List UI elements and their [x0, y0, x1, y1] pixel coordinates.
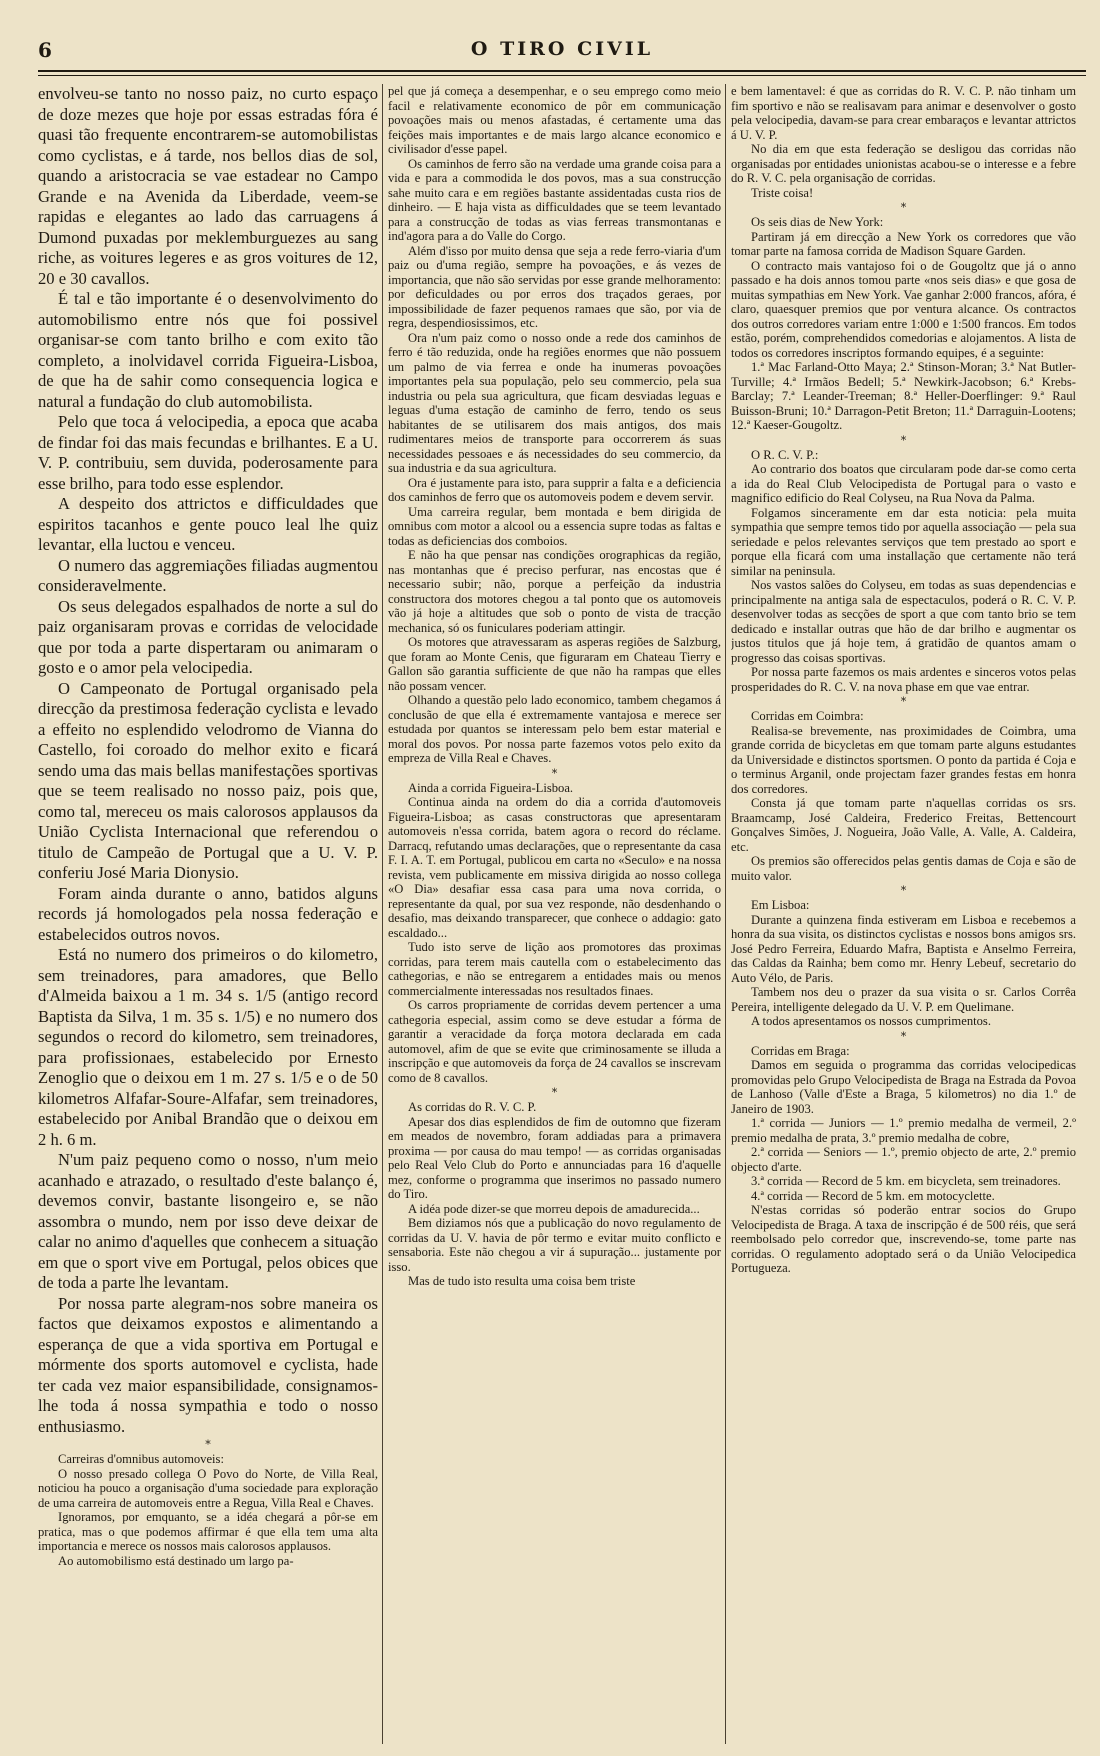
- paragraph: E não ha que pensar nas condições orographicas da região, nas montanhas que é preciso perfurar, nas encostas que é necessario subir; não, porque a perfeição da industria constructora dos motores chegou a tal ponto que os automoveis vão já hoje a altitudes que sob o ponto de vista de tracção mechanica, só os funiculares poderiam attingir.: [388, 548, 721, 635]
- section-separator: *: [900, 695, 907, 708]
- paragraph: É tal e tão importante é o desenvolvimento do automobilismo entre nós que foi possivel organisar-se com tanto brilho e com exito tão completo, a inolvidavel corrida Figueira-Lisboa, de que ha de sahir como consequencia logica e natural a fundação do club automobilista.: [38, 289, 378, 411]
- section-heading: Corridas em Braga:: [751, 1043, 850, 1058]
- paragraph: Olhando a questão pelo lado economico, tambem chegamos á conclusão de que ella é extremamente vantajosa e merece ser estudada por quantos se interessam pelo bem estar material e moral dos povos. Por nossa parte fazemos votos pelo exito da empreza de Villa Real e Chaves.: [388, 693, 721, 765]
- paragraph: Por nossa parte fazemos os mais ardentes e sinceros votos pelas prosperidades do R. C. V. na nova phase em que vae entrar.: [731, 665, 1076, 694]
- paragraph: Além d'isso por muito densa que seja a rede ferro-viaria d'um paiz ou d'uma região, sempre ha povoações, e ás vezes de importancia, que não são servidas por esse grande melhoramento: por deficuldades ou por erros dos traçados geraes, por impossibilidade de fazer pequenos ramaes que são, por via de regra, despendiosissimos, etc.: [388, 243, 721, 330]
- paragraph: Por nossa parte alegram-nos sobre maneira os factos que deixamos expostos e alimentando a esperança de que a vida sportiva em Portugal e mórmente dos sports automovel e cyclista, hade ter cada vez maior espansibilidade, consignamos-lhe toda á nossa sympathia e todo o nosso enthusiasmo.: [38, 1293, 378, 1436]
- masthead-title: O TIRO CIVIL: [470, 38, 654, 60]
- paragraph: Os premios são offerecidos pelas gentis damas de Coja e são de muito valor.: [731, 854, 1076, 883]
- paragraph: 1.ª Mac Farland-Otto Maya; 2.ª Stinson-Moran; 3.ª Nat Butler-Turville; 4.ª Irmãos Bedell; 5.ª Newkirk-Jacobson; 6.ª Krebs-Barclay; 7.ª Leander-Treeman; 8.ª Heller-Doerflinger: 9.ª Raul Buisson-Bruni; 10.ª Darragon-Petit Breton; 11.ª Darraguin-Lootens; 12.ª Kaeser-Gougoltz.: [731, 360, 1076, 432]
- paragraph: O Campeonato de Portugal organisado pela direcção da prestimosa federação cyclista e levado a effeito no esplendido velodromo de Vianna do Castello, foi coroado do melhor exito e ficará sendo uma das mais bellas manifestações sportivas que se teem realisado no nosso paiz, pois que, como tal, mereceu os mais calorosos applausos da União Cyclista Internacional que referendou o titulo de Campeão de Portugal que a U. V. P. conferiu José Maria Dionysio.: [38, 678, 378, 882]
- paragraph: Os caminhos de ferro são na verdade uma grande coisa para a vida e para a commodida le dos povos, mas a sua construcção sahe muito cara e em regiões bastante assidentadas custa rios de dinheiro. — E haja vista as difficuldades que se teem levantado para a construcção de todas as vias ferreas transmontanas e ind'agora para a do Valle do Corgo.: [388, 156, 721, 243]
- header-rule: [38, 70, 1086, 72]
- paragraph: O nosso presado collega O Povo do Norte, de Villa Real, noticiou ha pouco a organisação d'uma sociedade para exploração de uma carreira de automoveis entre a Regua, Villa Real e Chaves.: [38, 1466, 378, 1510]
- section-heading: Os seis dias de New York:: [751, 215, 884, 229]
- paragraph: Realisa-se brevemente, nas proximidades de Coimbra, uma grande corrida de bicycletas em que tomam parte alguns estudantes da Universidade e distinctos sportsmen. O ponto da partida é Coja e o terminus Arganil, onde projectam fazer grandes festas em honra dos corredores.: [731, 723, 1076, 796]
- column-2: [388, 84, 721, 1748]
- section-separator: *: [900, 201, 907, 214]
- paragraph: e bem lamentavel: é que as corridas do R. V. C. P. não tinham um fim sportivo e não se realisavam para animar e desenvolver o gosto pela velocipedia, davam-se para crear embaraços e levantar attrictos á U. V. P.: [731, 84, 1076, 142]
- section-separator: *: [900, 884, 907, 897]
- paragraph: Os seus delegados espalhados de norte a sul do paiz organisaram provas e corridas de velocidade que por toda a parte dispertaram ou animaram o gosto e o amor pela velocipedia.: [38, 596, 378, 677]
- paragraph: 4.ª corrida — Record de 5 km. em motocyclette.: [751, 1188, 995, 1203]
- paragraph: Partiram já em direcção a New York os corredores que vão tomar parte na famosa corrida de Madison Square Garden.: [731, 229, 1076, 258]
- paragraph: Os motores que atravessaram as asperas regiões de Salzburg, que foram ao Monte Cenis, que figuraram em Chateau Tierry e Gallon são garantia sufficiente de que não ha rampas que elles não possam vencer.: [388, 635, 721, 693]
- section-heading: Em Lisboa:: [751, 898, 810, 912]
- paragraph: A despeito dos attrictos e difficuldades que espiritos tacanhos e gente pouco leal lhe quiz levantar, ella luctou e venceu.: [38, 494, 378, 554]
- section-separator: *: [205, 1438, 211, 1451]
- paragraph: O numero das aggremiações filiadas augmentou consideravelmente.: [38, 555, 378, 595]
- paragraph: envolveu-se tanto no nosso paiz, no curto espaço de doze mezes que hoje por essas estradas fóra é quasi tão frequente encontrarem-se automobilistas como cyclistas, e á tarde, nos bellos dias de sol, quando a aristocracia se vae estadear no Campo Grande e na Avenida da Liberdade, veem-se rapidas e elegantes ao lado das carruagens á Dumond puxadas por meklemburguezes au sang riche, as voitures legeres e as gros voitures de 12, 20 e 30 cavallos.: [38, 84, 378, 288]
- column-3: [731, 84, 1076, 1748]
- header-rule-thin: [38, 75, 1086, 76]
- paragraph: Tambem nos deu o prazer da sua visita o sr. Carlos Corrêa Pereira, intelligente delegado da U. V. P. em Quelimane.: [731, 985, 1076, 1014]
- paragraph: Apesar dos dias esplendidos de fim de outomno que fizeram em meados de novembro, foram addiadas para a primavera proxima — por causa do mau tempo! — as corridas organisadas pelo Real Velo Club do Porto e annunciadas para 16 d'aquelle mez, conforme o programma que inserimos no passado numero do Tiro.: [388, 1114, 721, 1201]
- paragraph: Triste coisa!: [751, 185, 814, 200]
- paragraph: Consta já que tomam parte n'aquellas corridas os srs. Braamcamp, José Caldeira, Frederico Freitas, Bettencourt Gonçalves Simões, J. Nogueira, João Valle, A. Valle, A. Caldeira, etc.: [731, 796, 1076, 854]
- paragraph: 3.ª corrida — Record de 5 km. em bicycleta, sem treinadores.: [751, 1174, 1061, 1188]
- section-separator: *: [900, 1029, 907, 1043]
- paragraph: Ao automobilismo está destinado um largo pa-: [58, 1553, 294, 1568]
- paragraph: Pelo que toca á velocipedia, a epoca que acaba de findar foi das mais fecundas e brilhantes. E a U. V. P. contribuiu, sem duvida, poderosamente para esse brilho, para todo esse esplendor.: [38, 412, 378, 493]
- section-separator: *: [551, 1086, 558, 1099]
- paragraph: 2.ª corrida — Seniors — 1.º, premio objecto de arte, 2.º premio objecto d'arte.: [731, 1145, 1076, 1174]
- paragraph: No dia em que esta federação se desligou das corridas não organisadas por entidades unionistas acabou-se o interesse e a febre do R. V. C. pela organisação de corridas.: [731, 142, 1076, 185]
- paragraph: Tudo isto serve de lição aos promotores das proximas corridas, para terem mais cautella com o estabelecimento das cathegorias, e não se entregarem a entidades mais ou menos commercialmente interessadas nos resultados finaes.: [388, 940, 721, 998]
- paragraph: Os carros propriamente de corridas devem pertencer a uma cathegoria especial, assim como se deve estudar a fórma de garantir a veracidade da força motora declarada em cada automovel, afim de que se evite que criminosamente se illuda a inscripção e que automoveis da força de 24 cavallos se inscrevam como de 8 cavallos.: [388, 998, 721, 1085]
- section-heading: Corridas em Coimbra:: [751, 709, 864, 723]
- paragraph: Ignoramos, por emquanto, se a idéa chegará a pôr-se em pratica, mas o que podemos affirmar é que ella tem uma alta importancia e merece os nossos mais calorosos applausos.: [38, 1510, 378, 1553]
- paragraph: Ao contrario dos boatos que circularam pode dar-se como certa a ida do Real Club Velocipedista de Portugal para o vasto e magnifico edificio do Real Colyseu, na Rua Nova da Palma.: [731, 462, 1076, 505]
- paragraph: Mas de tudo isto resulta uma coisa bem triste: [408, 1274, 636, 1288]
- column-divider: [725, 84, 726, 1744]
- paragraph: Continua ainda na ordem do dia a corrida d'automoveis Figueira-Lisboa; as casas constructoras que apresentaram automoveis n'essa corrida, batem agora o record do réclame. Darracq, refutando umas declarações, que o representante da casa F. I. A. T. em Portugal, publicou em carta no «Seculo» e na nossa revista, vem publicamente em missiva dirigida ao nosso collega «O Dia» desafiar essa casa para uma nova corrida, o representante da qual, por sua vez responde, não desdenhando o desafio, mas deixando transparecer, que conhece o addagio: gato escaldado...: [388, 795, 721, 940]
- section-separator: *: [900, 433, 907, 447]
- section-heading: Ainda a corrida Figueira-Lisboa.: [408, 780, 574, 795]
- paragraph: Durante a quinzena finda estiveram em Lisboa e recebemos a honra da sua visita, os distinctos cyclistas e nossos bons amigos srs. José Pedro Ferreira, Eduardo Mafra, Baptista e Anselmo Ferreira, das Caldas da Rainha; bem como mr. Henry Lebeuf, secretario do Auto Vélo, de Paris.: [731, 912, 1076, 985]
- paragraph: A idéa pode dizer-se que morreu depois de amadurecida...: [408, 1201, 700, 1216]
- paragraph: Damos em seguida o programma das corridas velocipedicas promovidas pelo Grupo Velocipedista de Braga na Estrada da Povoa de Lanhoso (Valle d'Este a Braga, 5 kilometros) no dia 1.º de Janeiro de 1903.: [731, 1058, 1076, 1116]
- paragraph: N'um paiz pequeno como o nosso, n'um meio acanhado e atrazado, o resultado d'este balanço é, devemos convir, bastante lisongeiro e, se não assombra o mundo, nem por isso deve deixar de calar no animo d'aquelles que conhecem a situação em que o sport vive em Portugal, pelos obices que de toda a parte lhe levantam.: [38, 1150, 378, 1292]
- section-separator: *: [551, 766, 558, 780]
- section-heading: As corridas do R. V. C. P.: [408, 1100, 537, 1114]
- column-1: [38, 84, 378, 1748]
- paragraph: pel que já começa a desempenhar, e o seu emprego como meio facil e relativamente economico de pôr em communicação povoações mais ou menos afastadas, é certamente uma das feições mais importantes e de mais largo alcance economico e civilisador d'esse papel.: [388, 84, 721, 156]
- paragraph: Ora é justamente para isto, para supprir a falta e a deficiencia dos caminhos de ferro que os automoveis podem e devem servir.: [388, 475, 721, 504]
- column-divider: [382, 84, 383, 1744]
- paragraph: Ora n'um paiz como o nosso onde a rede dos caminhos de ferro é tão reduzida, onde ha regiões enormes que não possuem um palmo de via ferrea e onde ha inumeras povoações importantes pela sua população, pelo seu commercio, pela sua industria ou pela sua agricultura, que ficam desviadas leguas e leguas d'uma estação de caminho de ferro, tendo os seus habitantes de se utilisarem dos mais antigos, dos mais rudimentares meios de transporte para occorrerem ás suas necessidades pessoaes e ás necessidades do seu commercio, da sua industria e da sua agricultura.: [388, 330, 721, 475]
- paragraph: Nos vastos salões do Colyseu, em todas as suas dependencias e principalmente na antiga sala de espectaculos, poderá o R. C. V. P. desenvolver todas as secções de sport a que com tanto brio se tem dedicado e installar outras que hão de dar brilho e augmentar os justos titulos que já hoje tem, á gratidão de quantos amam o progresso das coisas sportivas.: [731, 578, 1076, 665]
- section-heading: Carreiras d'omnibus automoveis:: [58, 1452, 224, 1466]
- paragraph: A todos apresentamos os nossos cumprimentos.: [751, 1014, 991, 1028]
- page-header: [38, 38, 1086, 68]
- paragraph: N'estas corridas só poderão entrar socios do Grupo Velocipedista de Braga. A taxa de inscripção é de 500 réis, que será reembolsado pelo corredor que, inscrevendo-se, tome parte nas corridas. O regulamento adoptado será o da União Velocipedica Portugueza.: [731, 1203, 1076, 1275]
- paragraph: Uma carreira regular, bem montada e bem dirigida de omnibus com motor a alcool ou a essencia supre todas as faltas e todas as deficiencias dos comboios.: [388, 504, 721, 548]
- section-heading: O R. C. V. P.:: [751, 447, 819, 462]
- paragraph: Bem diziamos nós que a publicação do novo regulamento de corridas da U. V. havia de pôr termo e evitar muito conflicto e sensaboria. Este não chegou a vir á supuração... justamente por isso.: [388, 1216, 721, 1274]
- paragraph: O contracto mais vantajoso foi o de Gougoltz que já o anno passado e ha dois annos tomou parte «nos seis dias» e que gosa de muitas sympathias em New York. Vae ganhar 2:000 francos, afóra, é claro, quaesquer premios que por ventura alcance. Os contractos dos outros corredores variam entre 1:000 e 1:500 francos. Em todos estão, porém, comprehendidos comedorias e alojamentos. A lista de todos os corredores inscriptos formando equipes, é a seguinte:: [731, 258, 1076, 360]
- paragraph: Está no numero dos primeiros o do kilometro, sem treinadores, para amadores, que Bello d'Almeida baixou a 1 m. 34 s. 1/5 (antigo record Baptista da Silva, 1 m. 35 s. 1/5) e no numero dos segundos o record do kilometro, sem treinadores, para profissionaes, estabelecido por Ernesto Zenoglio que o deixou em 1 m. 27 s. 1/5 e o de 50 kilometros Alfafar-Soure-Alfafar, sem treinadores, estabelecido por Anibal Brandão que o deixou em 2 h. 6 m.: [38, 945, 378, 1149]
- page-number: 6: [38, 38, 52, 62]
- paragraph: Folgamos sinceramente em dar esta noticia: pela muita sympathia que sempre temos tido por aquella associação — pela sua seriedade e pelos relevantes serviços que tem prestado ao sport e porque ella ficará com uma installação que certamente não terá similar na peninsula.: [731, 505, 1076, 578]
- paragraph: 1.ª corrida — Juniors — 1.º premio medalha de vermeil, 2.º premio medalha de prata, 3.º premio medalha de cobre,: [731, 1116, 1076, 1145]
- paragraph: Foram ainda durante o anno, batidos alguns records já homologados pela nossa federação e estabelecidos outros novos.: [38, 883, 378, 944]
